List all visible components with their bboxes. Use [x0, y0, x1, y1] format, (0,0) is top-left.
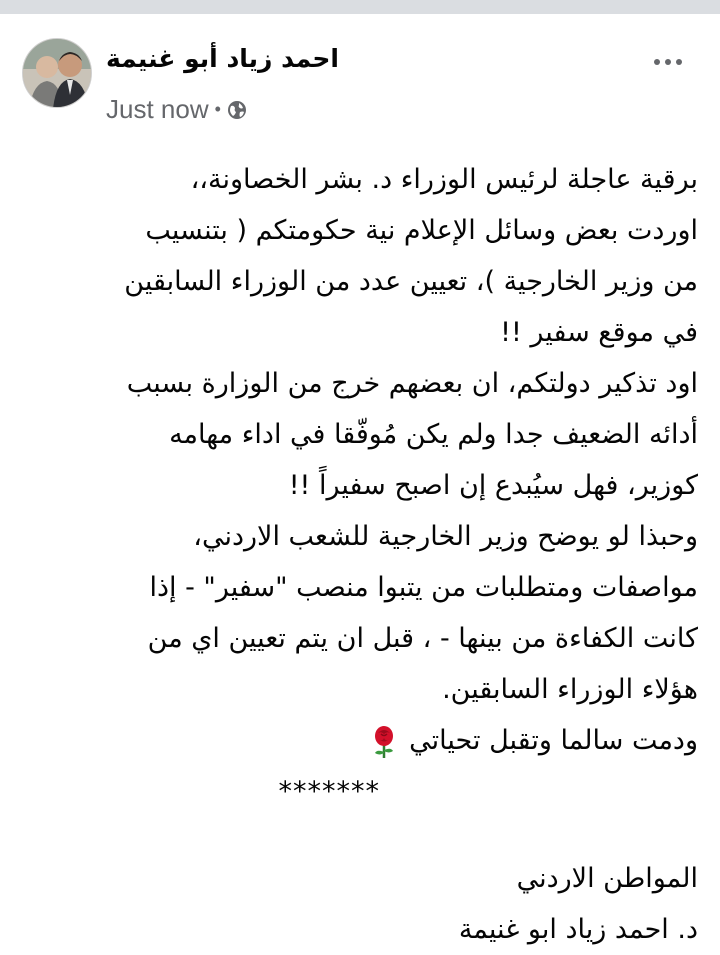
globe-icon[interactable] — [227, 100, 247, 120]
message-line: هؤلاء الوزراء السابقين. — [442, 674, 698, 705]
meta-separator: • — [214, 99, 221, 119]
signature-name: د. احمد زياد ابو غنيمة — [458, 914, 698, 945]
top-divider — [0, 0, 720, 14]
avatar[interactable] — [22, 38, 92, 108]
message-line: برقية عاجلة لرئيس الوزراء د. بشر الخصاونة،، — [190, 164, 698, 195]
message-line: أدائه الضعيف جدا ولم يكن مُوفّقا في اداء مهامه — [169, 419, 698, 450]
post-meta — [106, 94, 247, 125]
message-line: اود تذكير دولتكم، ان بعضهم خرج من الوزارة بسبب — [126, 368, 698, 399]
message-line: كانت الكفاءة من بينها - ، قبل ان يتم تعيين اي من — [147, 623, 698, 654]
facebook-post — [0, 14, 720, 945]
more-dot — [676, 59, 682, 65]
message-line: وحبذا لو يوضح وزير الخارجية للشعب الاردني، — [193, 521, 698, 552]
message-line: كوزير، فهل سيُبدع إن اصبح سفيراً !! — [288, 470, 698, 501]
post-header — [22, 38, 698, 128]
message-line: في موقع سفير !! — [500, 317, 698, 348]
post-message — [22, 154, 698, 955]
rose-icon — [367, 725, 401, 759]
stars-divider: ******* — [278, 776, 380, 807]
message-line: من وزير الخارجية )، تعيين عدد من الوزراء السابقين — [124, 266, 698, 297]
message-line: مواصفات ومتطلبات من يتبوا منصب "سفير" - إذا — [149, 572, 698, 603]
signature-line: المواطن الاردني — [516, 863, 698, 894]
message-text: ودمت سالما وتقبل تحياتي — [409, 725, 698, 756]
timestamp[interactable]: Just now — [106, 94, 209, 124]
blank-line — [22, 817, 698, 853]
more-dot — [654, 59, 660, 65]
more-dot — [665, 59, 671, 65]
avatar-photo — [23, 39, 92, 108]
more-options-icon[interactable] — [648, 52, 688, 72]
author-name[interactable]: احمد زياد أبو غنيمة — [106, 44, 339, 73]
message-line: اوردت بعض وسائل الإعلام نية حكومتكم ( بتنسيب — [145, 215, 698, 246]
message-line-with-emoji — [22, 715, 698, 766]
